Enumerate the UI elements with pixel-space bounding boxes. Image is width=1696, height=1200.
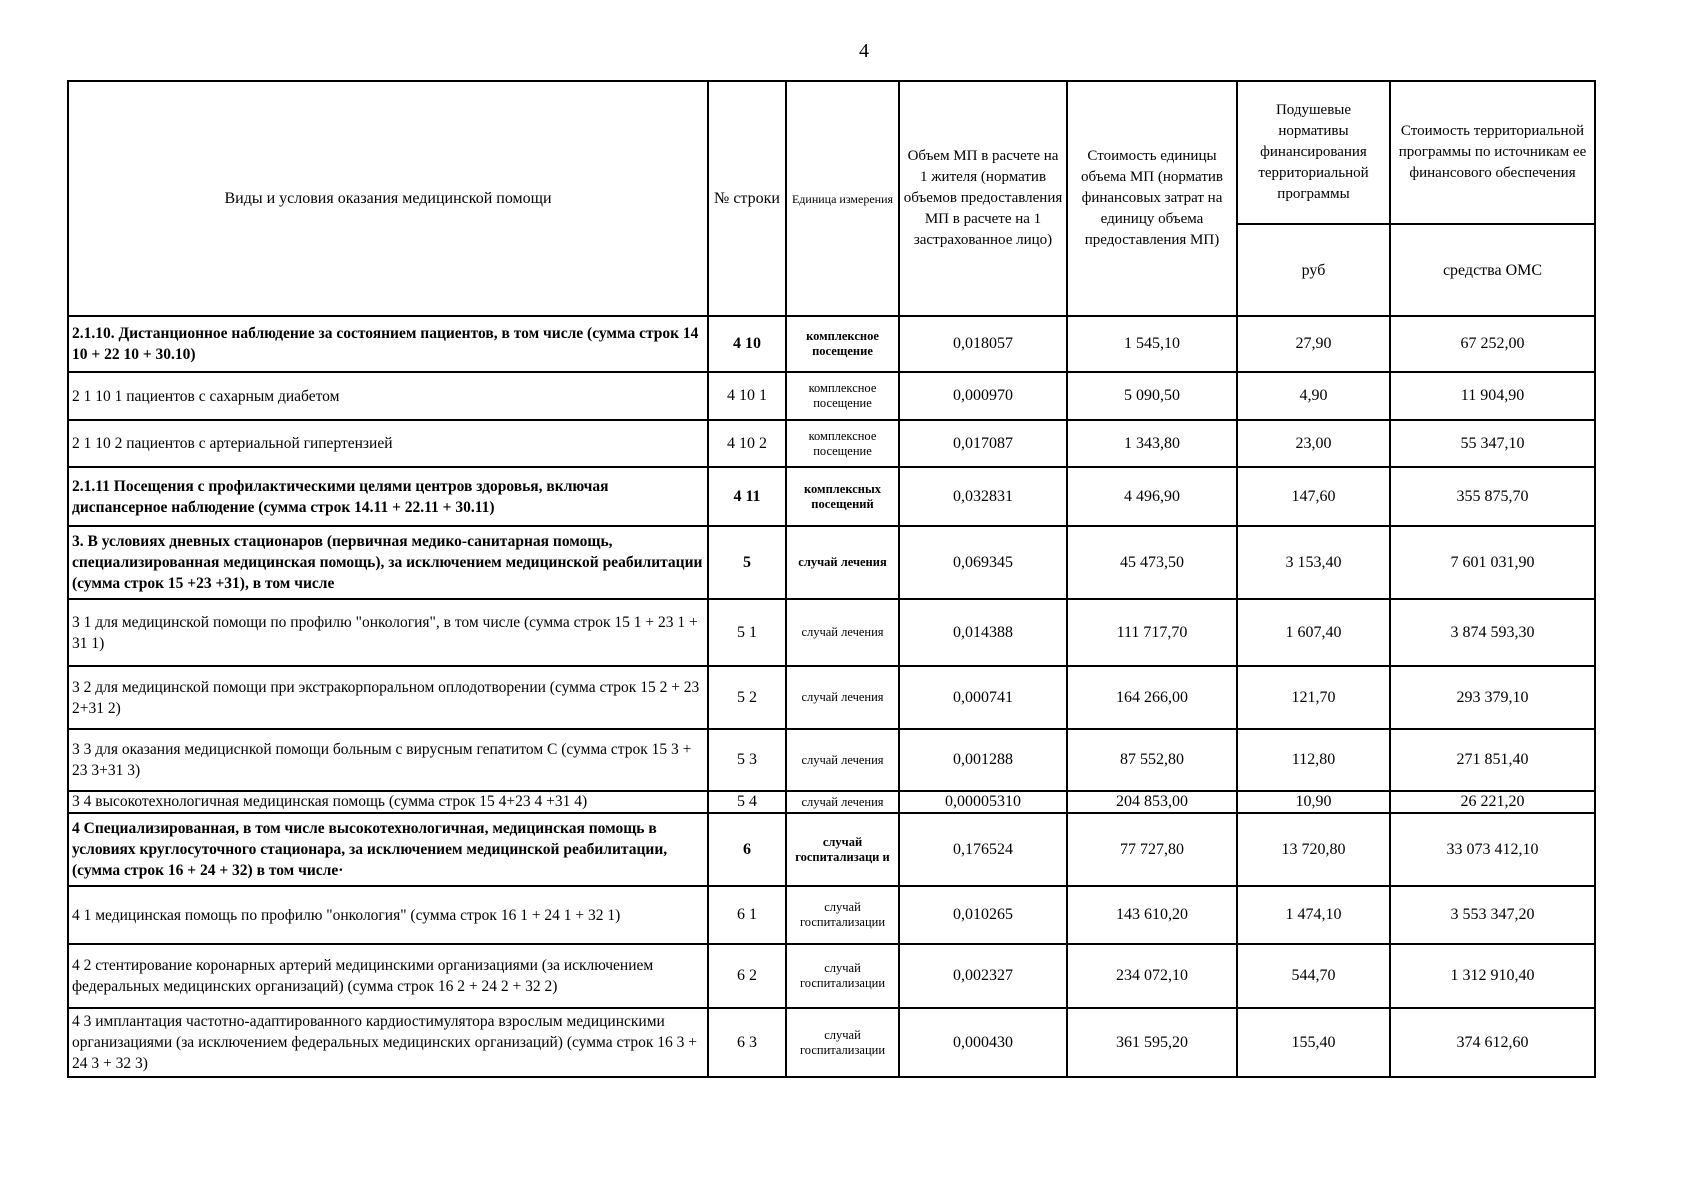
row-volume: 0,032831 bbox=[899, 467, 1067, 526]
row-per-capita: 1 474,10 bbox=[1237, 886, 1390, 944]
row-line-number: 5 bbox=[708, 526, 786, 599]
row-unit: случай госпитализации bbox=[786, 1008, 899, 1077]
row-line-number: 5 4 bbox=[708, 791, 786, 813]
row-name: 4 3 имплантация частотно-адаптированного кардиостимулятора взрослым медицинскими организациями (за исключением федеральных медицинских организаций) (сумма строк 16 3 + 24 3 + 32 3) bbox=[68, 1008, 708, 1077]
row-per-capita: 544,70 bbox=[1237, 944, 1390, 1008]
row-per-capita: 13 720,80 bbox=[1237, 813, 1390, 886]
row-unit-cost: 4 496,90 bbox=[1067, 467, 1237, 526]
row-name: 2.1.11 Посещения с профилактическими целями центров здоровья, включая диспансерное наблюдение (сумма строк 14.11 + 22.11 + 30.11) bbox=[68, 467, 708, 526]
table-row bbox=[68, 599, 1595, 666]
row-per-capita: 1 607,40 bbox=[1237, 599, 1390, 666]
row-program-cost: 26 221,20 bbox=[1390, 791, 1595, 813]
row-name: 2 1 10 1 пациентов с сахарным диабетом bbox=[68, 372, 708, 420]
row-per-capita: 10,90 bbox=[1237, 791, 1390, 813]
row-unit: случай госпитализации bbox=[786, 944, 899, 1008]
subheader-rub: руб bbox=[1237, 224, 1390, 316]
row-unit: случай лечения bbox=[786, 526, 899, 599]
row-program-cost: 3 874 593,30 bbox=[1390, 599, 1595, 666]
row-line-number: 6 1 bbox=[708, 886, 786, 944]
row-line-number: 5 3 bbox=[708, 729, 786, 791]
row-unit-cost: 361 595,20 bbox=[1067, 1008, 1237, 1077]
row-line-number: 5 2 bbox=[708, 666, 786, 729]
row-name: 3 2 для медицинской помощи при экстракорпоральном оплодотворении (сумма строк 15 2 + 23 2+31 2) bbox=[68, 666, 708, 729]
row-name: 2.1.10. Дистанционное наблюдение за состоянием пациентов, в том числе (сумма строк 14 10 + 22 10 + 30.10) bbox=[68, 316, 708, 372]
row-program-cost: 33 073 412,10 bbox=[1390, 813, 1595, 886]
row-unit-cost: 5 090,50 bbox=[1067, 372, 1237, 420]
row-volume: 0,001288 bbox=[899, 729, 1067, 791]
row-volume: 0,017087 bbox=[899, 420, 1067, 467]
row-per-capita: 23,00 bbox=[1237, 420, 1390, 467]
row-unit-cost: 1 545,10 bbox=[1067, 316, 1237, 372]
row-line-number: 6 bbox=[708, 813, 786, 886]
row-unit: случай лечения bbox=[786, 666, 899, 729]
row-volume: 0,176524 bbox=[899, 813, 1067, 886]
row-unit-cost: 234 072,10 bbox=[1067, 944, 1237, 1008]
row-unit-cost: 1 343,80 bbox=[1067, 420, 1237, 467]
table-row bbox=[68, 316, 1595, 372]
row-per-capita: 121,70 bbox=[1237, 666, 1390, 729]
table-row bbox=[68, 372, 1595, 420]
row-name: 4 1 медицинская помощь по профилю "онкология" (сумма строк 16 1 + 24 1 + 32 1) bbox=[68, 886, 708, 944]
row-volume: 0,000430 bbox=[899, 1008, 1067, 1077]
row-unit: комплексных посещений bbox=[786, 467, 899, 526]
row-unit-cost: 77 727,80 bbox=[1067, 813, 1237, 886]
row-program-cost: 271 851,40 bbox=[1390, 729, 1595, 791]
row-line-number: 6 2 bbox=[708, 944, 786, 1008]
row-program-cost: 7 601 031,90 bbox=[1390, 526, 1595, 599]
row-line-number: 4 10 2 bbox=[708, 420, 786, 467]
row-line-number: 5 1 bbox=[708, 599, 786, 666]
row-per-capita: 4,90 bbox=[1237, 372, 1390, 420]
row-name: 3 1 для медицинской помощи по профилю "онкология", в том числе (сумма строк 15 1 + 23 1 + 31 1) bbox=[68, 599, 708, 666]
row-line-number: 4 10 bbox=[708, 316, 786, 372]
row-volume: 0,010265 bbox=[899, 886, 1067, 944]
row-program-cost: 355 875,70 bbox=[1390, 467, 1595, 526]
page-number: 4 bbox=[859, 40, 869, 62]
row-unit: комплексное посещение bbox=[786, 316, 899, 372]
row-name: 4 Специализированная, в том числе высокотехнологичная, медицинская помощь в условиях круглосуточного стационара, за исключением медицинской реабилитации, (сумма строк 16 + 24 + 32) в том числе· bbox=[68, 813, 708, 886]
table-row bbox=[68, 467, 1595, 526]
subheader-oms: средства ОМС bbox=[1390, 224, 1595, 316]
row-name: 2 1 10 2 пациентов с артериальной гипертензией bbox=[68, 420, 708, 467]
table-row bbox=[68, 729, 1595, 791]
row-name: 4 2 стентирование коронарных артерий медицинскими организациями (за исключением федеральных медицинских организаций) (сумма строк 16 2 + 24 2 + 32 2) bbox=[68, 944, 708, 1008]
row-per-capita: 155,40 bbox=[1237, 1008, 1390, 1077]
row-program-cost: 374 612,60 bbox=[1390, 1008, 1595, 1077]
row-name: 3 3 для оказания медициснкой помощи больным с вирусным гепатитом С (сумма строк 15 3 + 23 3+31 3) bbox=[68, 729, 708, 791]
row-per-capita: 112,80 bbox=[1237, 729, 1390, 791]
header-unit-cost: Стоимость единицы объема МП (норматив финансовых затрат на единицу объема предоставления МП) bbox=[1067, 81, 1237, 316]
table-row bbox=[68, 944, 1595, 1008]
row-per-capita: 27,90 bbox=[1237, 316, 1390, 372]
row-line-number: 4 10 1 bbox=[708, 372, 786, 420]
row-volume: 0,069345 bbox=[899, 526, 1067, 599]
row-program-cost: 3 553 347,20 bbox=[1390, 886, 1595, 944]
row-volume: 0,014388 bbox=[899, 599, 1067, 666]
table-row bbox=[68, 1008, 1595, 1077]
row-volume: 0,000970 bbox=[899, 372, 1067, 420]
row-unit: случай госпитализации bbox=[786, 886, 899, 944]
row-volume: 0,00005310 bbox=[899, 791, 1067, 813]
row-unit-cost: 204 853,00 bbox=[1067, 791, 1237, 813]
row-unit: случай лечения bbox=[786, 791, 899, 813]
row-unit: случай лечения bbox=[786, 729, 899, 791]
row-volume: 0,018057 bbox=[899, 316, 1067, 372]
row-program-cost: 67 252,00 bbox=[1390, 316, 1595, 372]
row-line-number: 6 3 bbox=[708, 1008, 786, 1077]
row-volume: 0,000741 bbox=[899, 666, 1067, 729]
header-per-capita: Подушевые нормативы финансирования территориальной программы bbox=[1237, 81, 1390, 224]
row-volume: 0,002327 bbox=[899, 944, 1067, 1008]
row-unit-cost: 143 610,20 bbox=[1067, 886, 1237, 944]
table-row bbox=[68, 886, 1595, 944]
row-program-cost: 293 379,10 bbox=[1390, 666, 1595, 729]
medical-care-table bbox=[67, 80, 1596, 1078]
row-unit: комплексное посещение bbox=[786, 372, 899, 420]
row-name: 3 4 высокотехнологичная медицинская помощь (сумма строк 15 4+23 4 +31 4) bbox=[68, 791, 708, 813]
header-unit: Единица измерения bbox=[786, 81, 899, 316]
row-unit-cost: 87 552,80 bbox=[1067, 729, 1237, 791]
row-unit: случай госпитализаци и bbox=[786, 813, 899, 886]
table-row bbox=[68, 813, 1595, 886]
row-unit-cost: 111 717,70 bbox=[1067, 599, 1237, 666]
table-row bbox=[68, 666, 1595, 729]
row-per-capita: 147,60 bbox=[1237, 467, 1390, 526]
row-unit: случай лечения bbox=[786, 599, 899, 666]
row-program-cost: 55 347,10 bbox=[1390, 420, 1595, 467]
row-program-cost: 1 312 910,40 bbox=[1390, 944, 1595, 1008]
row-unit-cost: 45 473,50 bbox=[1067, 526, 1237, 599]
table-row bbox=[68, 526, 1595, 599]
table-row bbox=[68, 791, 1595, 813]
row-unit-cost: 164 266,00 bbox=[1067, 666, 1237, 729]
header-line-number: № строки bbox=[708, 81, 786, 316]
header-program-cost: Стоимость территориальной программы по источникам ее финансового обеспечения bbox=[1390, 81, 1595, 224]
row-line-number: 4 11 bbox=[708, 467, 786, 526]
row-program-cost: 11 904,90 bbox=[1390, 372, 1595, 420]
header-type: Виды и условия оказания медицинской помощи bbox=[68, 81, 708, 316]
table-row bbox=[68, 420, 1595, 467]
row-per-capita: 3 153,40 bbox=[1237, 526, 1390, 599]
row-name: 3. В условиях дневных стационаров (первичная медико-санитарная помощь, специализированная медицинская помощь), за исключением медицинской реабилитации (сумма строк 15 +23 +31), в том числе bbox=[68, 526, 708, 599]
row-unit: комплексное посещение bbox=[786, 420, 899, 467]
header-volume: Объем МП в расчете на 1 жителя (норматив объемов предоставления МП в расчете на 1 застрахованное лицо) bbox=[899, 81, 1067, 316]
